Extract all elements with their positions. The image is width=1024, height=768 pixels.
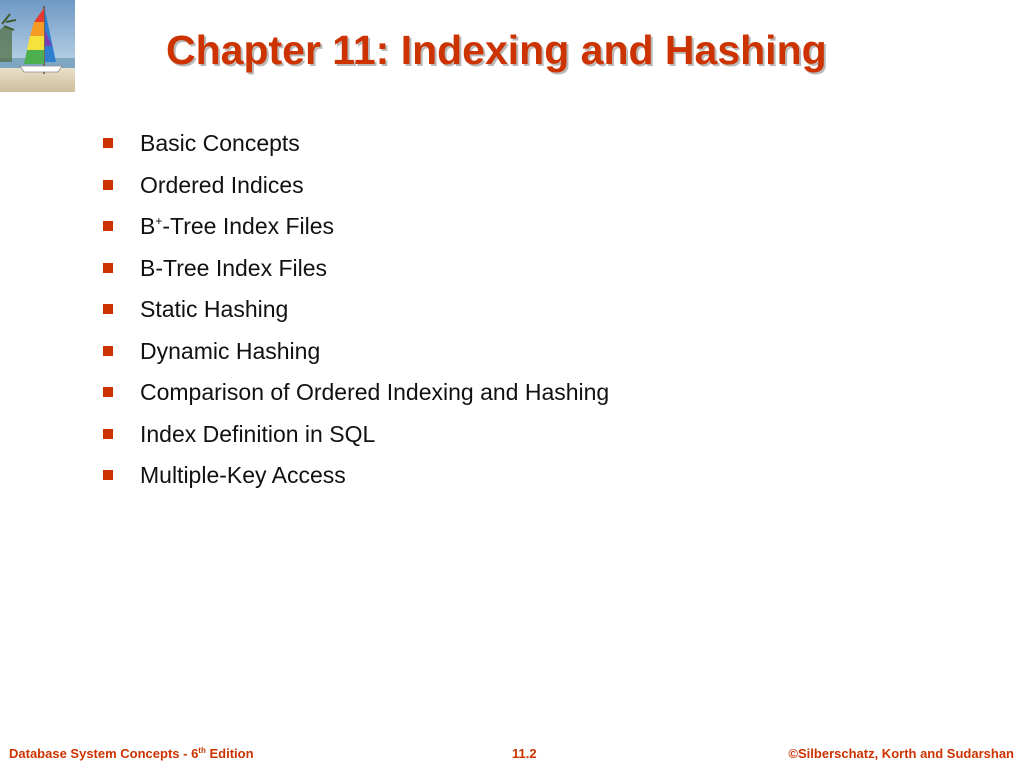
list-item (103, 414, 609, 456)
slide-title: Chapter 11: Indexing and Hashing (166, 27, 827, 73)
square-bullet-icon (103, 346, 113, 356)
square-bullet-icon (103, 304, 113, 314)
list-item-text: Dynamic Hashing (140, 337, 321, 364)
list-item-text: B-Tree Index Files (140, 254, 328, 281)
list-item-superscript: + (155, 214, 163, 228)
list-item (103, 372, 609, 414)
list-item (103, 206, 609, 248)
footer-book-superscript: th (198, 746, 206, 755)
list-item (103, 165, 609, 207)
footer-copyright: ©Silberschatz, Korth and Sudarshan (788, 746, 1014, 761)
square-bullet-icon (103, 263, 113, 273)
list-item-text: Static Hashing (140, 296, 289, 322)
square-bullet-icon (103, 429, 113, 439)
square-bullet-icon (103, 221, 113, 231)
footer-book-title (9, 746, 254, 762)
list-item-text: Basic Concepts (140, 130, 300, 156)
list-item-text: Multiple-Key Access (140, 462, 346, 488)
page-number: 11.2 (512, 746, 537, 761)
square-bullet-icon (103, 138, 113, 148)
list-item-text: Index Definition in SQL (140, 420, 376, 447)
list-item (103, 123, 609, 165)
list-item-text: Comparison of Ordered Indexing and Hashing (140, 379, 610, 405)
list-item (103, 248, 609, 290)
list-item-prefix: B (140, 213, 156, 239)
footer-book-prefix: Database System Concepts - 6 (9, 746, 199, 761)
topic-list (103, 123, 609, 497)
list-item-text: -Tree Index Files (162, 213, 335, 239)
footer-book-suffix: Edition (205, 746, 254, 761)
sailboat-logo-icon (0, 0, 75, 92)
list-item (103, 455, 609, 497)
square-bullet-icon (103, 180, 113, 190)
list-item-text: Ordered Indices (140, 171, 304, 198)
list-item (103, 289, 609, 331)
square-bullet-icon (103, 470, 113, 480)
square-bullet-icon (103, 387, 113, 397)
list-item (103, 331, 609, 373)
